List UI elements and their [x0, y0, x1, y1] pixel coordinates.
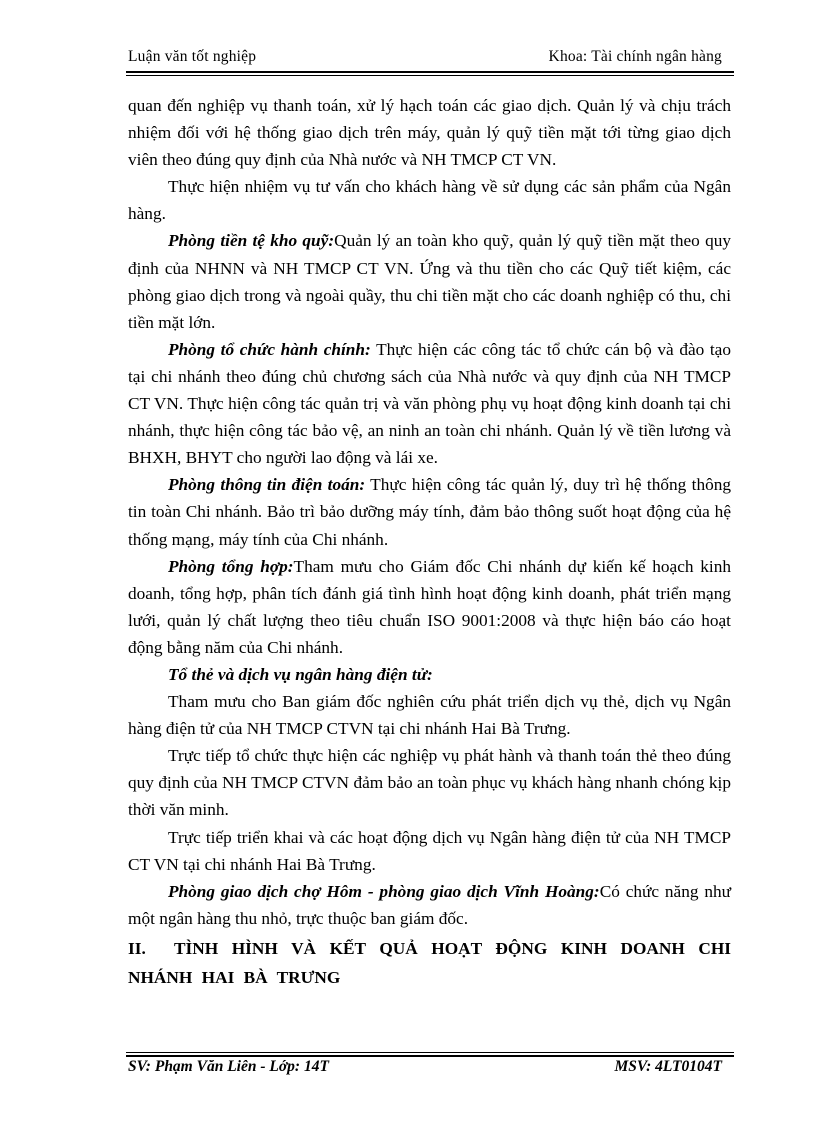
paragraph-lead: Phòng tổ chức hành chính:	[168, 339, 371, 359]
paragraph-text: Trực tiếp tổ chức thực hiện các nghiệp vụ phát hành và thanh toán thẻ theo đúng quy định của NH TMCP CTVN đảm bảo an toàn phục vụ khách hàng nhanh chóng kịp thời văn minh.	[128, 746, 731, 820]
page-header	[128, 48, 734, 70]
paragraph	[128, 173, 731, 227]
page-footer	[128, 1058, 734, 1080]
paragraph-admin-dept	[128, 336, 731, 471]
paragraph-lead: Phòng giao dịch chợ Hôm - phòng giao dịch Vĩnh Hoàng:	[168, 881, 600, 901]
paragraph-it-dept	[128, 471, 731, 552]
paragraph-general-dept	[128, 553, 731, 661]
paragraph-text: Thực hiện công tác quản lý, duy trì hệ thống thông tin toàn Chi nhánh. Bảo trì bảo dưỡng máy tính, đảm bảo thông suốt hoạt động của hệ thống mạng, máy tính của Chi nhánh.	[128, 475, 732, 549]
paragraph-text: Trực tiếp triển khai và các hoạt động dịch vụ Ngân hàng điện tử của NH TMCP CT VN tại chi nhánh Hai Bà Trưng.	[128, 827, 731, 874]
paragraph-text: Thực hiện các công tác tổ chức cán bộ và đào tạo tại chi nhánh theo đúng chủ chương sách của Nhà nước và quy định của NH TMCP CT VN. Thực hiện công tác quản trị và văn phòng phụ vụ hoạt động kinh doanh tại chi nhánh, thực hiện công tác bảo vệ, an ninh an toàn chi nhánh. Quản lý về tiền lương và BHXH, BHYT cho người lao động và lái xe.	[128, 339, 731, 468]
paragraph	[128, 824, 731, 878]
paragraph-treasury-dept	[128, 227, 731, 335]
paragraph	[128, 92, 731, 173]
paragraph-text: quan đến nghiệp vụ thanh toán, xử lý hạch toán các giao dịch. Quản lý và chịu trách nhiệm đối với hệ thống giao dịch trên máy, quản lý quỹ tiền mặt tới từng giao dịch viên theo đúng quy định của Nhà nước và NH TMCP CT VN.	[128, 96, 731, 170]
footer-rule-thick	[126, 1055, 734, 1057]
footer-rule-thin	[126, 1052, 734, 1053]
section-title: TÌNH HÌNH VÀ KẾT QUẢ HOẠT ĐỘNG KINH DOANH CHI NHÁNH HAI BÀ TRƯNG	[128, 938, 731, 987]
paragraph-card-team	[128, 661, 731, 688]
paragraph-lead: Phòng tiền tệ kho quỹ:	[168, 231, 335, 251]
paragraph-lead: Phòng thông tin điện toán:	[168, 475, 366, 495]
paragraph-text: Có chức năng như một ngân hàng thu nhỏ, trực thuộc ban giám đốc.	[128, 881, 732, 928]
footer-student-id: MSV: 4LT0104T	[614, 1058, 722, 1075]
paragraph-lead: Tổ thẻ và dịch vụ ngân hàng điện tử:	[168, 664, 433, 684]
paragraph	[128, 742, 731, 823]
paragraph-text: Quản lý an toàn kho quỹ, quản lý quỹ tiền mặt theo quy định của NHNN và NH TMCP CT VN. Ứng và thu tiền cho các Quỹ tiết kiệm, các phòng giao dịch trong và ngoài quầy, thu chi tiền mặt cho các doanh nghiệp có thu, chi tiền mặt lớn.	[128, 231, 732, 332]
page-body	[128, 92, 731, 992]
paragraph-text: Tham mưu cho Ban giám đốc nghiên cứu phát triển dịch vụ thẻ, dịch vụ Ngân hàng điện tử của NH TMCP CTVN tại chi nhánh Hai Bà Trưng.	[128, 692, 731, 739]
paragraph-lead: Phòng tổng hợp:	[168, 556, 294, 576]
section-heading	[128, 934, 731, 992]
header-rule-thin	[126, 75, 734, 76]
paragraph-text: Thực hiện nhiệm vụ tư vấn cho khách hàng về sử dụng các sản phẩm của Ngân hàng.	[128, 177, 731, 224]
header-faculty: Khoa: Tài chính ngân hàng	[548, 48, 722, 65]
section-number: II.	[128, 938, 146, 958]
header-thesis-title: Luận văn tốt nghiệp	[128, 48, 257, 65]
footer-student: SV: Phạm Văn Liên - Lớp: 14T	[128, 1058, 329, 1075]
paragraph-transaction-office	[128, 878, 731, 932]
paragraph	[128, 688, 731, 742]
header-rule-thick	[126, 71, 734, 73]
paragraph-text: Tham mưu cho Giám đốc Chi nhánh dự kiến kế hoạch kinh doanh, tổng hợp, phân tích đánh giá tình hình hoạt động kinh doanh, phát triển mạng lưới, quản lý chất lượng theo tiêu chuẩn ISO 9001:2008 và thực hiện báo cáo hoạt động bằng năm của Chi nhánh.	[128, 556, 731, 657]
